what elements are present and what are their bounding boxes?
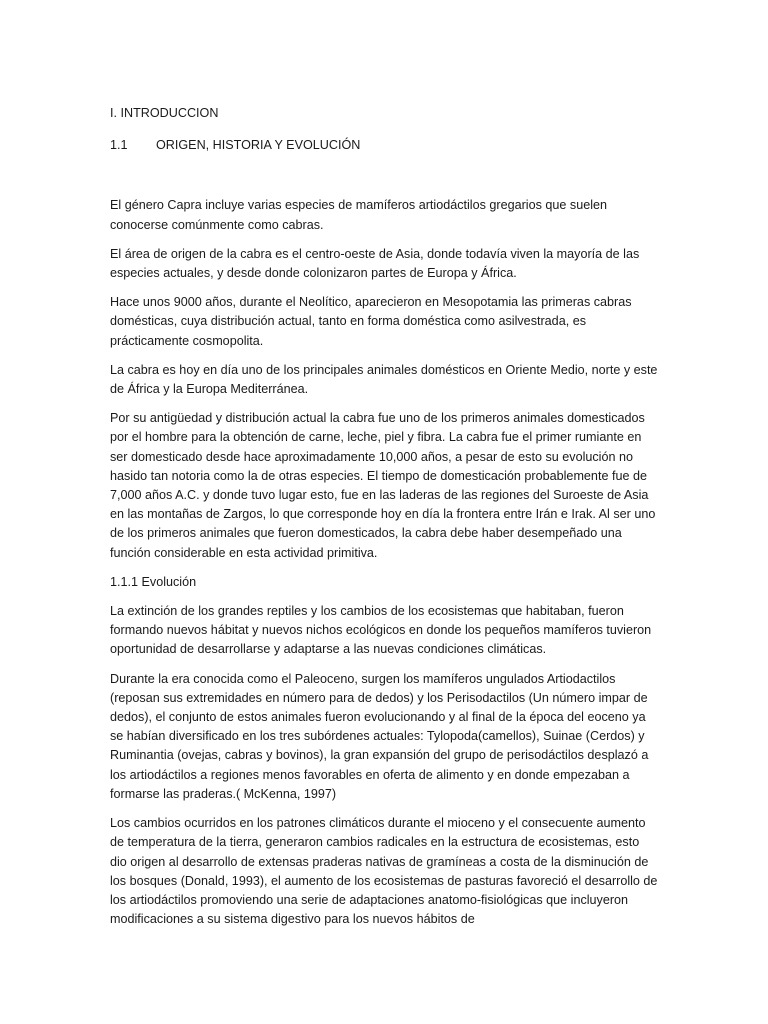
subsection-title: ORIGEN, HISTORIA Y EVOLUCIÓN bbox=[156, 138, 361, 153]
subsection-number: 1.1 bbox=[110, 138, 128, 153]
document-body bbox=[110, 104, 658, 939]
paragraph: El área de origen de la cabra es el centro-oeste de Asia, donde todavía viven la mayoría de las especies actuales, y desde donde colonizaron partes de Europa y África. bbox=[110, 246, 640, 281]
subsection-heading bbox=[110, 136, 658, 155]
paragraph: Durante la era conocida como el Paleoceno, surgen los mamíferos ungulados Artiodactilos (reposan sus extremidades en número para de dedos) y los Perisodactilos (Un número impar de dedos), el conjunto de estos animales fueron evolucionando y al final de la época del eoceno ya se habían diversificado en los tres subórdenes actuales: Tylopoda(camellos), Suinae (Cerdos) y Ruminantia (ovejas, cabras y bovinos), la gran expansión del grupo de perisodáctilos desplazó a los artiodáctilos a regiones menos favorables en oferta de alimento y en donde empezaban a formarse las praderas.( McKenna, 1997) bbox=[110, 671, 649, 801]
paragraph: Hace unos 9000 años, durante el Neolítico, aparecieron en Mesopotamia las primeras cabras domésticas, cuya distribución actual, tanto en forma doméstica como asilvestrada, es prácticamente cosmopolita. bbox=[110, 295, 632, 348]
paragraph: La extinción de los grandes reptiles y los cambios de los ecosistemas que habitaban, fueron formando nuevos hábitat y nuevos nichos ecológicos en donde los pequeños mamíferos tuvieron oportunidad de desarrollarse y adaptarse a las nuevas condiciones climáticas. bbox=[110, 604, 652, 657]
section-heading: I. INTRODUCCION bbox=[110, 106, 219, 120]
subsubsection-heading: 1.1.1 Evolución bbox=[110, 574, 197, 589]
paragraph: Por su antigüedad y distribución actual la cabra fue uno de los primeros animales domesticados por el hombre para la obtención de carne, leche, piel y fibra. La cabra fue el primer rumiante en ser domesticado desde hace aproximadamente 10,000 años, a pesar de esto su evolución no hasido tan notoria como la de otras especies. El tiempo de domesticación probablemente fue de 7,000 años A.C. y donde tuvo lugar esto, fue en las laderas de las regiones del Suroeste de Asia en las montañas de Zargos, lo que corresponde hoy en día la frontera entre Irán e Irak. Al ser uno de los primeros animales que fueron domesticados, la cabra debe haber desempeñado una función considerable en esta actividad primitiva. bbox=[110, 411, 656, 560]
paragraph: La cabra es hoy en día uno de los principales animales domésticos en Oriente Medio, norte y este de África y la Europa Mediterránea. bbox=[110, 362, 658, 397]
paragraph: El género Capra incluye varias especies de mamíferos artiodáctilos gregarios que suelen conocerse comúnmente como cabras. bbox=[110, 198, 608, 232]
paragraph: Los cambios ocurridos en los patrones climáticos durante el mioceno y el consecuente aumento de temperatura de la tierra, generaron cambios radicales en la estructura de ecosistemas, esto dio origen al desarrollo de extensas praderas nativas de gramíneas a costa de la disminución de los bosques (Donald, 1993), el aumento de los ecosistemas de pasturas favoreció el desarrollo de los artiodáctilos promoviendo una serie de adaptaciones anatomo-fisiológicas que incluyeron modificaciones a su sistema digestivo para los nuevos hábitos de bbox=[110, 816, 658, 927]
